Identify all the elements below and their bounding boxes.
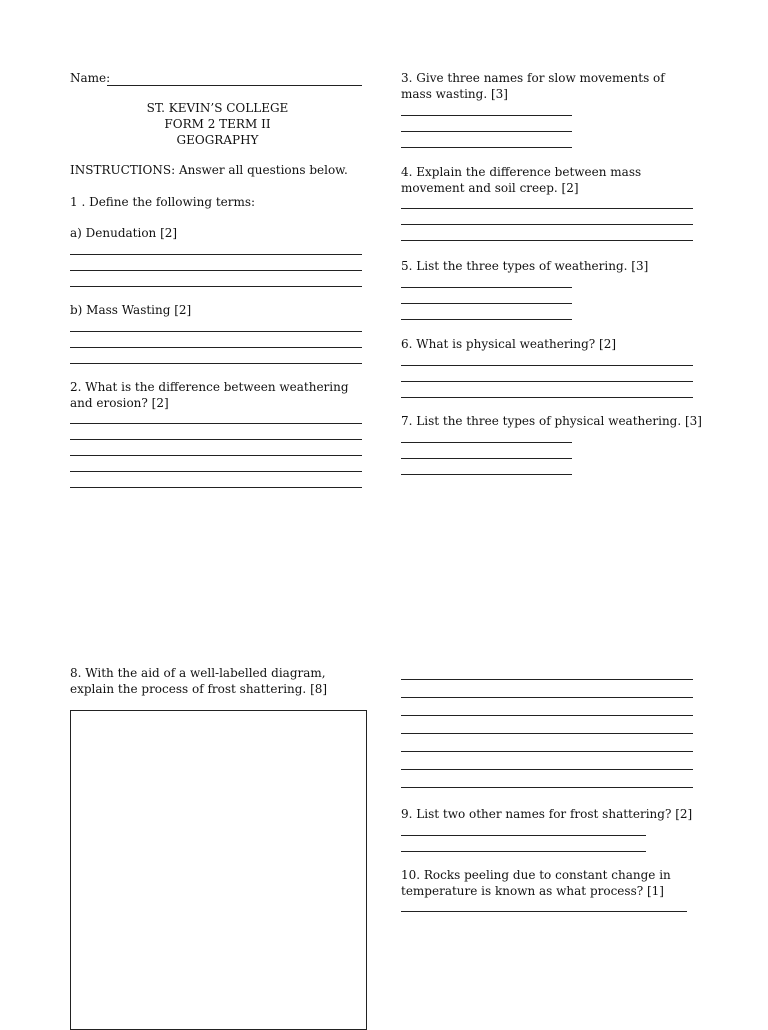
answer-line[interactable]	[70, 423, 362, 424]
answer-line[interactable]	[401, 769, 693, 770]
answer-line[interactable]	[401, 319, 572, 320]
answer-line[interactable]	[401, 131, 572, 132]
answer-line[interactable]	[70, 455, 362, 456]
question-2: 2. What is the difference between weathering and erosion? [2]	[70, 380, 349, 410]
answer-line[interactable]	[401, 240, 693, 241]
answer-line[interactable]	[70, 471, 362, 472]
answer-line[interactable]	[401, 474, 572, 475]
question-7: 7. List the three types of physical weathering. [3]	[401, 414, 702, 428]
answer-line[interactable]	[401, 787, 693, 788]
question-6: 6. What is physical weathering? [2]	[401, 337, 617, 351]
answer-line[interactable]	[70, 487, 362, 488]
answer-line[interactable]	[70, 254, 362, 255]
answer-line[interactable]	[401, 397, 693, 398]
answer-line[interactable]	[401, 911, 687, 912]
school-name: ST. KEVIN’S COLLEGE	[146, 101, 289, 115]
question-3: 3. Give three names for slow movements of mass wasting. [3]	[401, 71, 665, 101]
answer-line[interactable]	[401, 303, 572, 304]
form-term: FORM 2 TERM II	[164, 117, 271, 131]
answer-line[interactable]	[401, 287, 572, 288]
question-10: 10. Rocks peeling due to constant change in temperature is known as what process? [1]	[401, 868, 671, 898]
answer-line[interactable]	[401, 715, 693, 716]
answer-line[interactable]	[401, 365, 693, 366]
name-answer-line[interactable]	[107, 85, 362, 86]
name-label: Name:	[70, 71, 111, 85]
answer-line[interactable]	[401, 679, 693, 680]
answer-line[interactable]	[401, 458, 572, 459]
answer-line[interactable]	[70, 347, 362, 348]
answer-line[interactable]	[401, 697, 693, 698]
answer-line[interactable]	[401, 835, 646, 836]
answer-line[interactable]	[401, 208, 693, 209]
question-5: 5. List the three types of weathering. [3]	[401, 259, 649, 273]
answer-line[interactable]	[401, 224, 693, 225]
answer-line[interactable]	[70, 439, 362, 440]
answer-line[interactable]	[401, 381, 693, 382]
question-8: 8. With the aid of a well-labelled diagram, explain the process of frost shattering. [8]	[70, 666, 328, 696]
question-1: 1 . Define the following terms:	[70, 195, 256, 209]
question-4: 4. Explain the difference between mass movement and soil creep. [2]	[401, 165, 642, 195]
answer-line[interactable]	[401, 733, 693, 734]
subject-title: GEOGRAPHY	[176, 133, 259, 147]
question-1b: b) Mass Wasting [2]	[70, 303, 192, 317]
answer-line[interactable]	[70, 286, 362, 287]
answer-line[interactable]	[70, 270, 362, 271]
answer-line[interactable]	[401, 147, 572, 148]
instructions: INSTRUCTIONS: Answer all questions below.	[70, 163, 348, 177]
answer-line[interactable]	[401, 442, 572, 443]
question-9: 9. List two other names for frost shattering? [2]	[401, 807, 693, 821]
answer-line[interactable]	[401, 115, 572, 116]
diagram-box[interactable]	[70, 710, 367, 1030]
answer-line[interactable]	[401, 851, 646, 852]
question-1a: a) Denudation [2]	[70, 226, 178, 240]
answer-line[interactable]	[70, 363, 362, 364]
answer-line[interactable]	[401, 751, 693, 752]
answer-line[interactable]	[70, 331, 362, 332]
